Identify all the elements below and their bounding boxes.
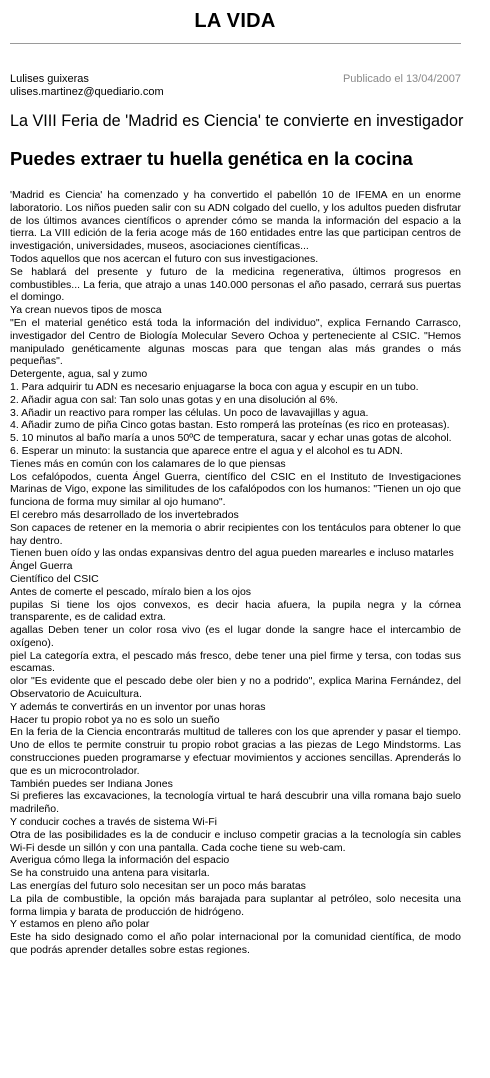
subheading: Y conducir coches a través de sistema Wi-Fi	[10, 816, 217, 829]
body-paragraph: Se hablará del presente y futuro de la medicina regenerativa, últimos progresos en combustibles... La feria, que atrajo a unas 140.000 personas el año pasado, cerrará sus puertas el domingo.	[10, 265, 461, 304]
article-headline: Puedes extraer tu huella genética en la cocina	[10, 148, 413, 169]
body-paragraph: "En el material genético está toda la información del individuo", explica Fernando Carrasco, investigador del Centro de Biología Molecular Severo Ochoa y perteneciente al CSIC. "Hemos manipulado genéticamente algunas moscas para que tengan alas más grandes o más pequeñas".	[10, 316, 461, 368]
body-paragraph: agallas Deben tener un color rosa vivo (es el lugar donde la sangre hace el intercambio de oxígeno).	[10, 624, 461, 649]
subheading: Y además te convertirás en un inventor por unas horas	[10, 700, 266, 713]
subheading: Detergente, agua, sal y zumo	[10, 368, 148, 381]
body-paragraph: La pila de combustible, la opción más barajada para suplantar al petróleo, solo necesita una forma limpia y barata de producción de hidrógeno.	[10, 892, 461, 918]
body-paragraph: Ángel Guerra	[10, 560, 73, 573]
body-paragraph: Los cefalópodos, cuenta Ángel Guerra, científico del CSIC en el Instituto de Investigaciones Marinas de Vigo, expone las similitudes de los cafalópodos con los humanos: "Tienen un ojo que funciona de forma muy similar al ojo humano".	[10, 470, 461, 509]
body-paragraph: pupilas Si tiene los ojos convexos, es decir hacia afuera, la pupila negra y la córnea transparente, es de calidad extra.	[10, 598, 461, 624]
body-paragraph: Todos aquellos que nos acercan el futuro con sus investigaciones.	[10, 252, 319, 265]
body-paragraph: Este ha sido designado como el año polar internacional por la comunidad científica, de modo que podrás aprender detalles sobre estas regiones.	[10, 931, 461, 957]
subheading: Tienes más en común con los calamares de lo que piensas	[10, 457, 286, 470]
subheading: Ya crean nuevos tipos de mosca	[10, 304, 162, 317]
publish-date: Publicado el 13/04/2007	[342, 73, 461, 85]
article-subtitle: La VIII Feria de 'Madrid es Ciencia' te convierte en investigador	[10, 112, 464, 130]
body-paragraph: Se ha construido una antena para visitarla.	[10, 867, 210, 880]
body-paragraph: Científico del CSIC	[10, 572, 99, 585]
body-paragraph: Son capaces de retener en la memoria o abrir recipientes con los tentáculos para obtener lo que hay dentro.	[10, 521, 461, 547]
body-paragraph: piel La categoría extra, el pescado más fresco, debe tener una piel firme y tersa, con todas sus escamas.	[10, 649, 461, 675]
subheading: Las energías del futuro solo necesitan ser un poco más baratas	[10, 880, 306, 893]
body-paragraph: olor "Es evidente que el pescado debe oler bien y no a podrido", explica Marina Fernández, del Observatorio de Acuicultura.	[10, 675, 461, 701]
section-title: LA VIDA	[194, 10, 276, 32]
article-body	[10, 189, 461, 957]
author-email[interactable]: ulises.martinez@quediario.com	[10, 86, 164, 98]
subheading: Averigua cómo llega la información del espacio	[10, 854, 230, 867]
subheading: Hacer tu propio robot ya no es solo un sueño	[10, 713, 220, 726]
body-paragraph: En la feria de la Ciencia encontrarás multitud de talleres con los que aprender y pasar el tiempo. Uno de ellos te permite construir tu propio robot gracias a las piezas de Lego Mindstorms. Las construcciones pueden programarse y efectuar movimientos y acciones sencillas. Aprenderás lo que es un microcontrolador.	[10, 726, 461, 777]
body-paragraph: Otra de las posibilidades es la de conducir e incluso competir gracias a la tecnología sin cables Wi-Fi desde un sillón y con una pantalla. Cada coche tiene su web-cam.	[10, 828, 461, 854]
body-paragraph: Tienen buen oído y las ondas expansivas dentro del agua pueden marearles e incluso matarles	[10, 547, 454, 560]
list-item: 5. 10 minutos al baño maría a unos 50ºC de temperatura, sacar y echar unas gotas de alcohol.	[10, 432, 452, 445]
author-name: Lulises guixeras	[10, 73, 89, 85]
list-item: 2. Añadir agua con sal: Tan solo unas gotas y en una disolución al 6%.	[10, 393, 338, 406]
body-paragraph: 'Madrid es Ciencia' ha comenzado y ha convertido el pabellón 10 de IFEMA en un enorme laboratorio. Los niños pueden salir con su ADN colgado del cuello, y los adultos pueden disfrutar de los últimos avances científicos o aprender cómo se manda la información del espacio a la tierra. La VIII edición de la feria acoge más de 160 entidades entre las que participan centros de investigación, universidades, museos, asociaciones científicas...	[10, 189, 461, 253]
list-item: 6. Esperar un minuto: la sustancia que aparece entre el agua y el alcohol es tu ADN.	[10, 444, 403, 457]
header-divider	[10, 43, 461, 44]
byline	[10, 73, 461, 99]
subheading: Y estamos en pleno año polar	[10, 918, 150, 931]
body-paragraph: Si prefieres las excavaciones, la tecnología virtual te hará descubrir una villa romana bajo suelo madrileño.	[10, 790, 461, 816]
list-item: 3. Añadir un reactivo para romper las células. Un poco de lavavajillas y agua.	[10, 406, 369, 419]
subheading: También puedes ser Indiana Jones	[10, 777, 173, 790]
subheading: El cerebro más desarrollado de los invertebrados	[10, 508, 239, 521]
subheading: Antes de comerte el pescado, míralo bien a los ojos	[10, 585, 252, 598]
list-item: 4. Añadir zumo de piña Cinco gotas bastan. Esto romperá las proteínas (es rico en proteasas).	[10, 419, 450, 432]
list-item: 1. Para adquirir tu ADN es necesario enjuagarse la boca con agua y escupir en un tubo.	[10, 380, 419, 393]
